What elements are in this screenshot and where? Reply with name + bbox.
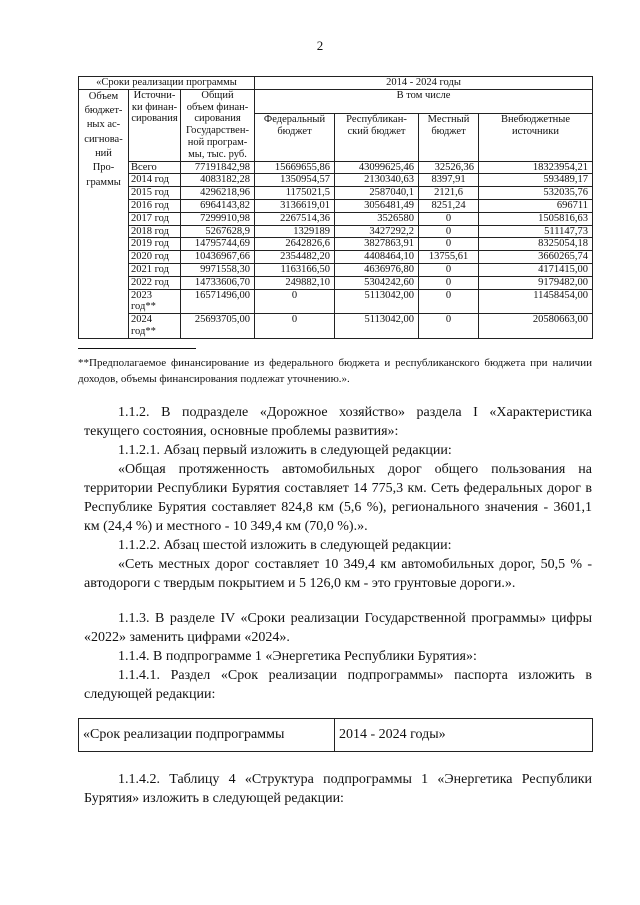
cell-federal: 249882,10	[255, 276, 335, 289]
header-line: Республикан-	[346, 114, 407, 126]
row-label: 2019 год	[129, 238, 181, 251]
financing-table	[78, 76, 593, 339]
header-line: Общий	[201, 89, 234, 101]
cell-total: 16571496,00	[181, 289, 255, 314]
header-line: Государствен-	[186, 125, 249, 137]
cell-total: 7299910,98	[181, 212, 255, 225]
period-label-cell: «Срок реализации подпрограммы	[79, 719, 335, 752]
row-label: 2022 год	[129, 276, 181, 289]
cell-extra: 532035,76	[479, 187, 593, 200]
cell-extra: 3660265,74	[479, 251, 593, 264]
header-line: сирования	[194, 113, 241, 125]
header-line: ки финан-	[131, 101, 178, 113]
row-label: 2021 год	[129, 263, 181, 276]
header-line: Объем	[88, 90, 119, 102]
header-line: ний	[95, 147, 112, 159]
cell-total: 4296218,96	[181, 187, 255, 200]
row-label: 2024 год**	[129, 314, 181, 339]
cell-extra: 593489,17	[479, 174, 593, 187]
paragraph: 1.1.4.1. Раздел «Срок реализации подпрограммы» паспорта изложить в следующей редакции:	[84, 668, 592, 702]
cell-federal: 2267514,36	[255, 212, 335, 225]
cell-local: 8251,24	[419, 199, 479, 212]
cell-republic: 43099625,46	[335, 161, 419, 174]
cell-federal: 1175021,5	[255, 187, 335, 200]
cell-federal: 3136619,01	[255, 199, 335, 212]
header-line: Внебюджетные	[501, 114, 570, 126]
paragraph: 1.1.2.1. Абзац первый изложить в следующей редакции:	[118, 443, 452, 458]
row-label: 2015 год	[129, 187, 181, 200]
row-label: Всего	[129, 161, 181, 174]
cell-republic: 2130340,63	[335, 174, 419, 187]
period-value-cell: 2014 - 2024 годы»	[335, 719, 593, 752]
extra-column-header	[479, 114, 593, 161]
paragraph: 1.1.2.2. Абзац шестой изложить в следующей редакции:	[118, 538, 452, 553]
cell-federal: 0	[255, 314, 335, 339]
table-row	[79, 199, 593, 212]
header-line: Про-	[92, 162, 115, 174]
header-line: бюджет	[277, 126, 312, 138]
table-row	[79, 238, 593, 251]
header-line: бюджет	[431, 126, 466, 138]
header-line: ных ас-	[86, 119, 121, 131]
including-header: В том числе	[255, 89, 593, 114]
subprogram-period-table	[78, 718, 593, 752]
cell-extra: 8325054,18	[479, 238, 593, 251]
cell-republic: 5113042,00	[335, 289, 419, 314]
cell-federal: 0	[255, 289, 335, 314]
header-line: граммы	[86, 176, 121, 188]
table-header-row	[79, 77, 593, 90]
header-line: источники	[512, 126, 559, 138]
cell-republic: 3526580	[335, 212, 419, 225]
cell-extra: 11458454,00	[479, 289, 593, 314]
table-row	[79, 314, 593, 339]
table-row	[79, 719, 593, 752]
cell-local: 0	[419, 314, 479, 339]
federal-column-header	[255, 114, 335, 161]
header-line: ной програм-	[187, 136, 248, 148]
cell-republic: 5304242,60	[335, 276, 419, 289]
table-row	[79, 174, 593, 187]
header-line: объем финан-	[186, 101, 249, 113]
cell-republic: 3427292,2	[335, 225, 419, 238]
header-line: бюджет-	[84, 105, 123, 117]
cell-republic: 3056481,49	[335, 199, 419, 212]
cell-total: 14733606,70	[181, 276, 255, 289]
cell-total: 77191842,98	[181, 161, 255, 174]
cell-local: 0	[419, 289, 479, 314]
cell-federal: 1329189	[255, 225, 335, 238]
paragraph: 1.1.2. В подразделе «Дорожное хозяйство» раздела I «Характеристика текущего состояния, основные проблемы развития»:	[84, 405, 592, 439]
header-line: Федеральный	[263, 114, 326, 126]
row-label: 2018 год	[129, 225, 181, 238]
cell-total: 5267628,9	[181, 225, 255, 238]
body-section-table4	[84, 770, 592, 808]
table-row	[79, 161, 593, 174]
cell-federal: 2354482,20	[255, 251, 335, 264]
row-label: 2023 год**	[129, 289, 181, 314]
cell-total: 6964143,82	[181, 199, 255, 212]
row-label: 2014 год	[129, 174, 181, 187]
table-row	[79, 276, 593, 289]
cell-extra: 20580663,00	[479, 314, 593, 339]
cell-extra: 9179482,00	[479, 276, 593, 289]
cell-local: 0	[419, 276, 479, 289]
row-label: 2016 год	[129, 199, 181, 212]
header-line: мы, тыс. руб.	[188, 148, 247, 160]
row-label: 2020 год	[129, 251, 181, 264]
row-label: 2017 год	[129, 212, 181, 225]
cell-republic: 5113042,00	[335, 314, 419, 339]
cell-federal: 15669655,86	[255, 161, 335, 174]
table-row	[79, 251, 593, 264]
cell-federal: 1350954,57	[255, 174, 335, 187]
cell-federal: 2642826,6	[255, 238, 335, 251]
page-number: 2	[316, 38, 324, 53]
table-row	[79, 187, 593, 200]
cell-republic: 2587040,1	[335, 187, 419, 200]
cell-local: 0	[419, 238, 479, 251]
cell-local: 13755,61	[419, 251, 479, 264]
header-line: сигнова-	[84, 133, 123, 145]
cell-republic: 4408464,10	[335, 251, 419, 264]
footnote: **Предполагаемое финансирование из федерального бюджета и республиканского бюджета при наличии доходов, объемы финансирования подлежат уточнению.».	[78, 357, 592, 385]
cell-federal: 1163166,50	[255, 263, 335, 276]
table-row	[79, 212, 593, 225]
cell-local: 8397,91	[419, 174, 479, 187]
republic-column-header	[335, 114, 419, 161]
header-line: Местный	[427, 114, 470, 126]
header-line: Источни-	[133, 89, 176, 101]
cell-republic: 4636976,80	[335, 263, 419, 276]
table-row	[79, 289, 593, 314]
cell-extra: 18323954,21	[479, 161, 593, 174]
paragraph: «Сеть местных дорог составляет 10 349,4 км автомобильных дорог, 50,5 % - автодороги с твердым покрытием и 5 126,0 км - это грунтовые дороги.».	[84, 557, 592, 591]
cell-total: 4083182,28	[181, 174, 255, 187]
paragraph: 1.1.4.2. Таблицу 4 «Структура подпрограммы 1 «Энергетика Республики Бурятия» изложить в следующей редакции:	[84, 772, 592, 806]
source-column-header	[129, 89, 181, 161]
cell-local: 0	[419, 225, 479, 238]
cell-total: 9971558,30	[181, 263, 255, 276]
cell-local: 32526,36	[419, 161, 479, 174]
volume-column-header	[79, 89, 129, 338]
paragraph: «Общая протяженность автомобильных дорог общего пользования на территории Республики Бурятия составляет 14 775,3 км. Сеть федеральных дорог в Республике Бурятия составляет 824,8 км (5,6 %), регионального значения - 3601,1 км (24,4 %) и местного - 10 349,4 км (70,0 %).».	[84, 462, 592, 534]
cell-republic: 3827863,91	[335, 238, 419, 251]
paragraph: 1.1.3. В разделе IV «Сроки реализации Государственной программы» цифры «2022» заменить цифрами «2024».	[84, 611, 592, 645]
body-section-roads	[84, 403, 592, 704]
cell-extra: 1505816,63	[479, 212, 593, 225]
cell-local: 0	[419, 263, 479, 276]
header-line: ский бюджет	[347, 126, 406, 138]
cell-local: 0	[419, 212, 479, 225]
cell-total: 10436967,66	[181, 251, 255, 264]
cell-local: 2121,6	[419, 187, 479, 200]
table-row	[79, 225, 593, 238]
period-value-cell: 2014 - 2024 годы	[255, 77, 593, 90]
cell-total: 14795744,69	[181, 238, 255, 251]
table-header-row	[79, 89, 593, 114]
local-column-header	[419, 114, 479, 161]
paragraph: 1.1.4. В подпрограмме 1 «Энергетика Республики Бурятия»:	[118, 649, 477, 664]
header-line: сирования	[131, 113, 178, 125]
cell-extra: 4171415,00	[479, 263, 593, 276]
cell-extra: 696711	[479, 199, 593, 212]
cell-extra: 511147,73	[479, 225, 593, 238]
cell-total: 25693705,00	[181, 314, 255, 339]
footnote-divider	[78, 348, 196, 349]
period-label-cell: «Сроки реализации программы	[79, 77, 255, 90]
table-row	[79, 263, 593, 276]
total-column-header	[181, 89, 255, 161]
